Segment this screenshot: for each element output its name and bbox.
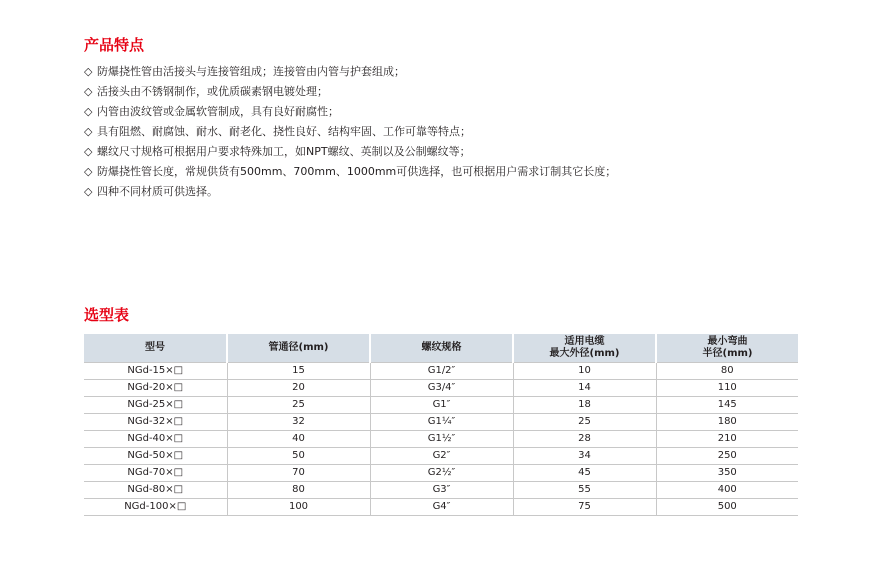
cell-model: NGd-50×□ [84, 448, 227, 465]
cell-cable-max-od: 10 [513, 363, 656, 380]
table-row [84, 363, 798, 380]
cell-thread-spec: G1½″ [370, 431, 513, 448]
diamond-bullet-icon: ◇ [84, 185, 93, 198]
feature-text: 螺纹尺寸规格可根据用户要求特殊加工，如NPT螺纹、英制以及公制螺纹等； [97, 145, 471, 158]
feature-item [84, 82, 844, 102]
cell-pipe-diameter: 70 [227, 465, 370, 482]
cell-pipe-diameter: 40 [227, 431, 370, 448]
header-thread-spec: 螺纹规格 [370, 334, 513, 363]
cell-model: NGd-32×□ [84, 414, 227, 431]
table-row [84, 465, 798, 482]
cell-min-bend-radius: 180 [656, 414, 798, 431]
header-min-bend-radius: 最小弯曲 半径(mm) [656, 334, 798, 363]
selection-table [84, 334, 798, 516]
cell-cable-max-od: 45 [513, 465, 656, 482]
feature-item [84, 102, 844, 122]
header-cable-max-od: 适用电缆 最大外径(mm) [513, 334, 656, 363]
cell-cable-max-od: 18 [513, 397, 656, 414]
cell-pipe-diameter: 25 [227, 397, 370, 414]
diamond-bullet-icon: ◇ [84, 85, 93, 98]
cell-pipe-diameter: 50 [227, 448, 370, 465]
diamond-bullet-icon: ◇ [84, 165, 93, 178]
cell-thread-spec: G1″ [370, 397, 513, 414]
feature-text: 内管由波纹管或金属软管制成，具有良好耐腐性； [97, 105, 339, 118]
cell-model: NGd-15×□ [84, 363, 227, 380]
header-model: 型号 [84, 334, 227, 363]
diamond-bullet-icon: ◇ [84, 65, 93, 78]
cell-cable-max-od: 25 [513, 414, 656, 431]
feature-text: 具有阻燃、耐腐蚀、耐水、耐老化、挠性良好、结构牢固、工作可靠等特点； [97, 125, 471, 138]
feature-text: 防爆挠性管长度，常规供货有500mm、700mm、1000mm可供选择，也可根据用户需求订制其它长度； [97, 165, 617, 178]
feature-item [84, 142, 844, 162]
diamond-bullet-icon: ◇ [84, 145, 93, 158]
cell-thread-spec: G4″ [370, 499, 513, 516]
cell-thread-spec: G1¼″ [370, 414, 513, 431]
feature-item [84, 122, 844, 142]
cell-min-bend-radius: 145 [656, 397, 798, 414]
selection-table-title: 选型表 [84, 306, 130, 324]
cell-pipe-diameter: 32 [227, 414, 370, 431]
feature-text: 防爆挠性管由活接头与连接管组成；连接管由内管与护套组成； [97, 65, 405, 78]
cell-thread-spec: G3/4″ [370, 380, 513, 397]
cell-min-bend-radius: 110 [656, 380, 798, 397]
cell-thread-spec: G3″ [370, 482, 513, 499]
table-row [84, 448, 798, 465]
cell-model: NGd-25×□ [84, 397, 227, 414]
cell-thread-spec: G2½″ [370, 465, 513, 482]
features-title: 产品特点 [84, 36, 145, 54]
cell-min-bend-radius: 250 [656, 448, 798, 465]
table-row [84, 499, 798, 516]
cell-model: NGd-20×□ [84, 380, 227, 397]
cell-cable-max-od: 28 [513, 431, 656, 448]
cell-model: NGd-80×□ [84, 482, 227, 499]
cell-pipe-diameter: 15 [227, 363, 370, 380]
cell-pipe-diameter: 100 [227, 499, 370, 516]
cell-pipe-diameter: 80 [227, 482, 370, 499]
cell-min-bend-radius: 350 [656, 465, 798, 482]
table-row [84, 482, 798, 499]
cell-model: NGd-70×□ [84, 465, 227, 482]
table-row [84, 380, 798, 397]
table-row [84, 414, 798, 431]
diamond-bullet-icon: ◇ [84, 105, 93, 118]
table-row [84, 397, 798, 414]
feature-item [84, 62, 844, 82]
table-row [84, 431, 798, 448]
cell-min-bend-radius: 500 [656, 499, 798, 516]
cell-min-bend-radius: 80 [656, 363, 798, 380]
table-header-row [84, 334, 798, 363]
cell-thread-spec: G2″ [370, 448, 513, 465]
cell-cable-max-od: 34 [513, 448, 656, 465]
feature-item [84, 182, 844, 202]
diamond-bullet-icon: ◇ [84, 125, 93, 138]
features-list [84, 62, 844, 202]
cell-cable-max-od: 75 [513, 499, 656, 516]
cell-cable-max-od: 14 [513, 380, 656, 397]
cell-min-bend-radius: 210 [656, 431, 798, 448]
cell-model: NGd-100×□ [84, 499, 227, 516]
feature-text: 活接头由不锈钢制作，或优质碳素钢电镀处理； [97, 85, 328, 98]
header-pipe-diameter: 管通径(mm) [227, 334, 370, 363]
cell-pipe-diameter: 20 [227, 380, 370, 397]
feature-item [84, 162, 844, 182]
cell-cable-max-od: 55 [513, 482, 656, 499]
cell-thread-spec: G1/2″ [370, 363, 513, 380]
cell-model: NGd-40×□ [84, 431, 227, 448]
cell-min-bend-radius: 400 [656, 482, 798, 499]
feature-text: 四种不同材质可供选择。 [97, 185, 218, 198]
